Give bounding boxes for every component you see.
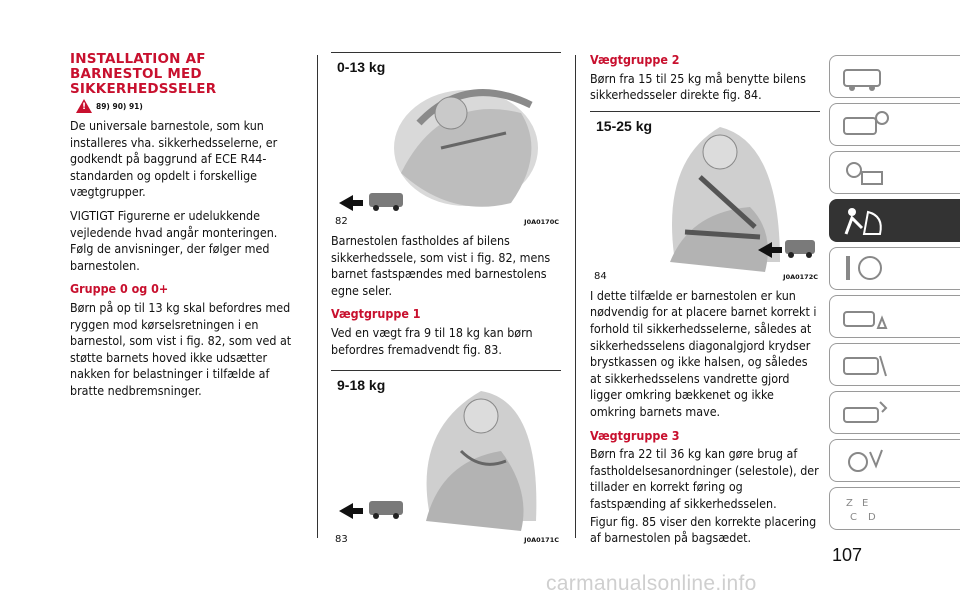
paragraph: I dette tilfælde er barnestolen er kun nødvendig for at placere barnet korrekt i forhold til sikkerhedsselerne, således at sikkerhedsselens diagonalgjord krydser brystkassen og ikke halsen, og således at sikkerhedsselens vandrette gjord ligger omkring bækkenet og ikke omkring barnets mave. [590, 287, 817, 419]
tab-car-book[interactable] [829, 103, 960, 146]
svg-text:C: C [850, 512, 857, 523]
figure-code: J0A0171C [524, 536, 559, 545]
index-icon [840, 492, 890, 526]
warning-triangle-icon: ! [76, 99, 92, 113]
figure-number: 83 [335, 534, 348, 546]
figure-code: J0A0170C [524, 218, 559, 226]
steering-wheel-icon [840, 252, 890, 286]
paragraph: Børn på op til 13 kg skal befordres med ryggen mod kørselsretningen i en barnestol, som vist i fig. 82, som ved at støtte barnets hoved ikke udsætter nakken for belastninger i tilfælde af bratte nedbremsninger. [70, 299, 292, 398]
chapter-sidebar [829, 55, 960, 535]
paragraph: De universale barnestole, som kun installeres vha. sikkerhedsselerne, er godkendt på baggrund af ECE R44-standarden og opdelt i forskellige vægtgrupper. [70, 118, 278, 200]
svg-text:Z: Z [846, 498, 853, 509]
paragraph: VIGTIGT Figurerne er udelukkende vejledende hvad angår monteringen. Følg de anvisninger, der følger med barnestolen. [70, 207, 278, 273]
forward-child-seat-illustration [331, 371, 561, 547]
paragraph: Børn fra 22 til 36 kg kan gøre brug af fastholdelsesanordninger (selestole), der tillader en korrekt føring og fastspænding af sikkerhedsselen. [590, 446, 819, 511]
tab-car-media[interactable] [829, 439, 960, 482]
subheading-group-1: Vægtgruppe 1 [331, 306, 421, 322]
figure-label: 9-18 kg [337, 377, 386, 394]
subheading-group-2: Vægtgruppe 2 [590, 52, 680, 67]
watermark-footer: carmanualsonline.info [546, 572, 757, 595]
section-heading: INSTALLATION AF BARNESTOL MED SIKKERHEDSSELER [70, 51, 217, 97]
column-3 [590, 52, 820, 554]
svg-text:E: E [862, 498, 869, 509]
figure-83 [331, 370, 561, 547]
figure-number: 82 [335, 216, 348, 227]
tab-index[interactable] [829, 487, 960, 530]
figure-number: 84 [594, 270, 607, 282]
tab-car-service[interactable] [829, 391, 960, 434]
tab-dashboard-lights[interactable] [829, 151, 960, 194]
tab-car-info[interactable] [829, 55, 960, 98]
figure-84 [590, 111, 820, 284]
car-info-icon [840, 60, 890, 94]
infant-carrier-illustration [331, 53, 561, 229]
seat-safety-icon [840, 204, 890, 238]
car-book-icon [840, 108, 890, 142]
car-media-icon [840, 444, 890, 478]
tab-steering[interactable] [829, 247, 960, 290]
paragraph: Figur fig. 85 viser den korrekte placering af barnestolen på bagsædet. [590, 513, 817, 546]
column-divider [317, 55, 318, 538]
paragraph: Børn fra 15 til 25 kg må benytte bilens sikkerhedsseler direkte fig. 84. [590, 70, 806, 103]
subheading-group-3: Vægtgruppe 3 [590, 427, 680, 443]
column-2 [331, 52, 561, 551]
car-service-icon [840, 396, 890, 430]
tab-seat-safety[interactable] [829, 199, 960, 242]
tab-warning-car[interactable] [829, 295, 960, 338]
booster-seat-illustration [590, 112, 820, 284]
subheading-group-0: Gruppe 0 og 0+ [70, 281, 169, 297]
warning-car-icon [840, 300, 890, 334]
warning-references: 89) 90) 91) [96, 101, 143, 111]
warning-note [76, 99, 302, 113]
figure-label: 15-25 kg [596, 117, 653, 134]
figure-label: 0-13 kg [337, 59, 386, 75]
paragraph: Ved en vægt fra 9 til 18 kg kan børn befordres fremadvendt fig. 83. [331, 324, 533, 357]
figure-code: J0A0172C [783, 272, 818, 281]
column-1 [70, 52, 302, 407]
paragraph: Barnestolen fastholdes af bilens sikkerhedssele, som vist i fig. 82, mens barnet fastspændes med barnestolens egne seler. [331, 233, 551, 298]
figure-82 [331, 52, 561, 229]
column-divider [575, 55, 576, 538]
page-number: 107 [832, 545, 863, 565]
svg-text:D: D [868, 512, 876, 523]
tab-car-tools[interactable] [829, 343, 960, 386]
dashboard-lights-icon [840, 156, 890, 190]
car-tools-icon [840, 348, 890, 382]
